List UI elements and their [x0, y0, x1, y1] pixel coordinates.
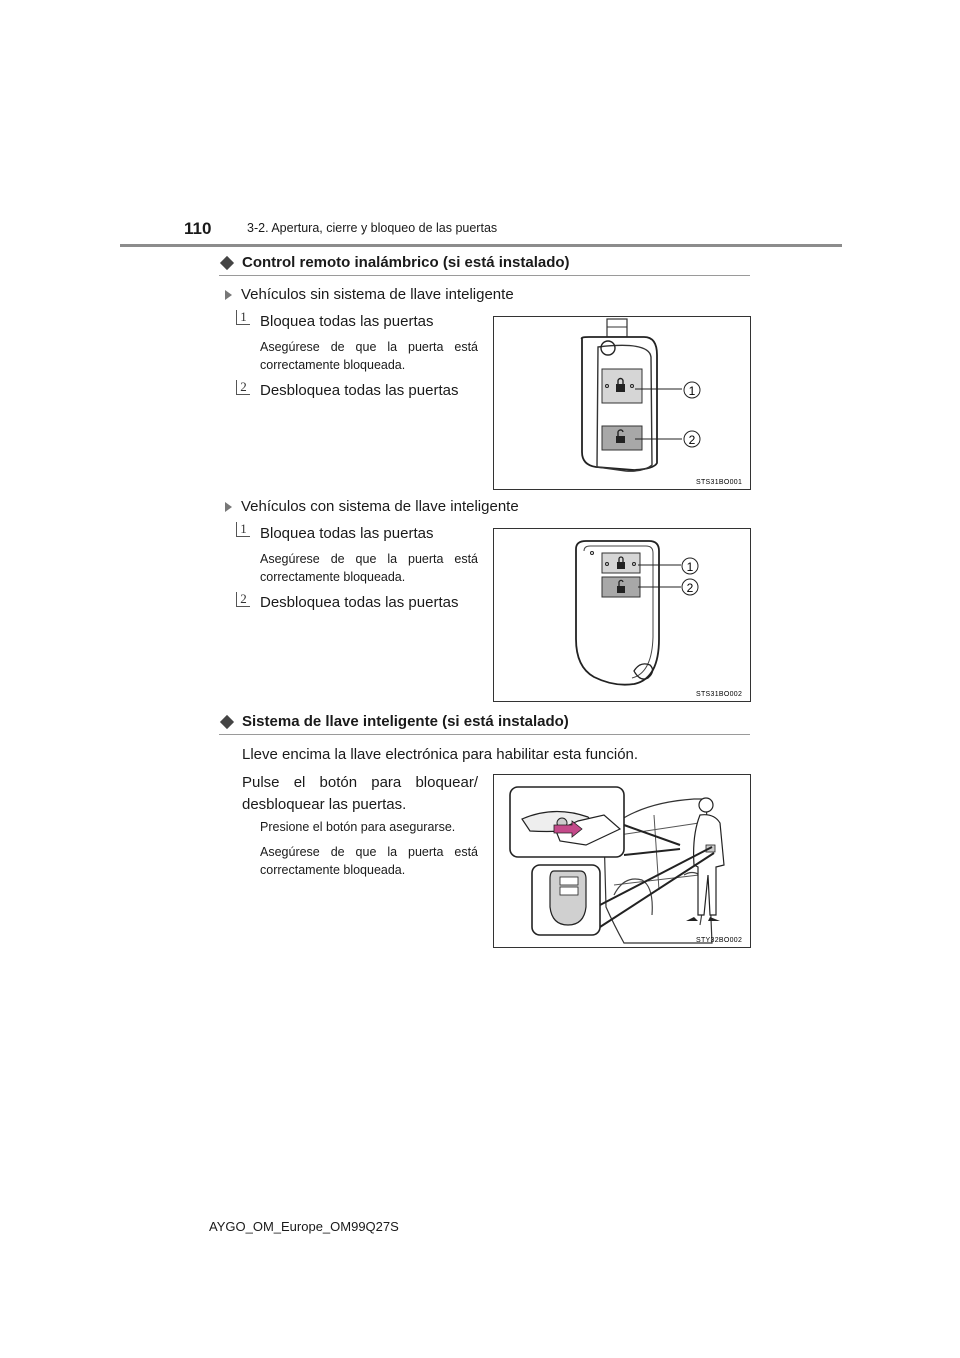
heading-text: Sistema de llave inteligente (si está instalado): [242, 713, 569, 730]
heading-wireless-remote: [219, 254, 570, 271]
diamond-bullet-icon: [220, 255, 234, 269]
item-lock-all: Bloquea todas las puertas: [260, 313, 434, 330]
item-unlock-all: Desbloquea todas las puertas: [260, 594, 459, 611]
heading-rule: [219, 734, 750, 735]
page-number: 110: [184, 219, 212, 238]
note-check-locked: Asegúrese de que la puerta está correctamente bloqueada.: [260, 552, 478, 584]
subheading-text: Vehículos sin sistema de llave inteligente: [241, 286, 514, 303]
figure-code: STY32BO002: [696, 937, 743, 944]
footer-doc-id: AYGO_OM_Europe_OM99Q27S: [209, 1219, 399, 1234]
header-rule: [120, 244, 842, 247]
flip-key-illustration: [494, 317, 750, 489]
callout-number-2: 2: [236, 380, 250, 395]
subheading-text: Vehículos con sistema de llave inteligente: [241, 498, 519, 515]
subheading-with-smart-key: [225, 498, 519, 515]
heading-smart-key-system: [219, 713, 569, 730]
instruction-text: Pulse el botón para bloquear/ desbloquear las puertas.: [242, 774, 478, 813]
heading-text: Control remoto inalámbrico (si está instalado): [242, 254, 570, 271]
figure-code: STS31BO002: [696, 691, 743, 698]
figure-door-handle-button: [493, 774, 751, 948]
figure-flip-key: [493, 316, 751, 490]
note-check-locked: Asegúrese de que la puerta está correctamente bloqueada.: [260, 340, 478, 372]
smart-key-illustration: [494, 529, 750, 701]
note-press-button: Presione el botón para asegurarse.: [260, 820, 456, 834]
callout-number-1: 1: [236, 522, 250, 537]
figure-callout-1: 1: [688, 384, 696, 398]
callout-number-1: 1: [236, 310, 250, 325]
item-unlock-all: Desbloquea todas las puertas: [260, 382, 459, 399]
callout-number-2: 2: [236, 592, 250, 607]
note-check-locked: Asegúrese de que la puerta está correctamente bloqueada.: [260, 845, 478, 877]
triangle-bullet-icon: [225, 290, 232, 300]
section-title: 3-2. Apertura, cierre y bloqueo de las puertas: [247, 221, 498, 235]
figure-callout-2: 2: [686, 581, 694, 595]
figure-smart-key: [493, 528, 751, 702]
figure-callout-2: 2: [688, 433, 696, 447]
heading-rule: [219, 275, 750, 276]
diamond-bullet-icon: [220, 714, 234, 728]
item-lock-all: Bloquea todas las puertas: [260, 525, 434, 542]
figure-code: STS31BO001: [696, 479, 743, 486]
subheading-no-smart-key: [225, 286, 514, 303]
door-handle-illustration: [494, 775, 750, 947]
figure-callout-1: 1: [686, 560, 694, 574]
triangle-bullet-icon: [225, 502, 232, 512]
intro-text: Lleve encima la llave electrónica para habilitar esta función.: [242, 746, 639, 763]
